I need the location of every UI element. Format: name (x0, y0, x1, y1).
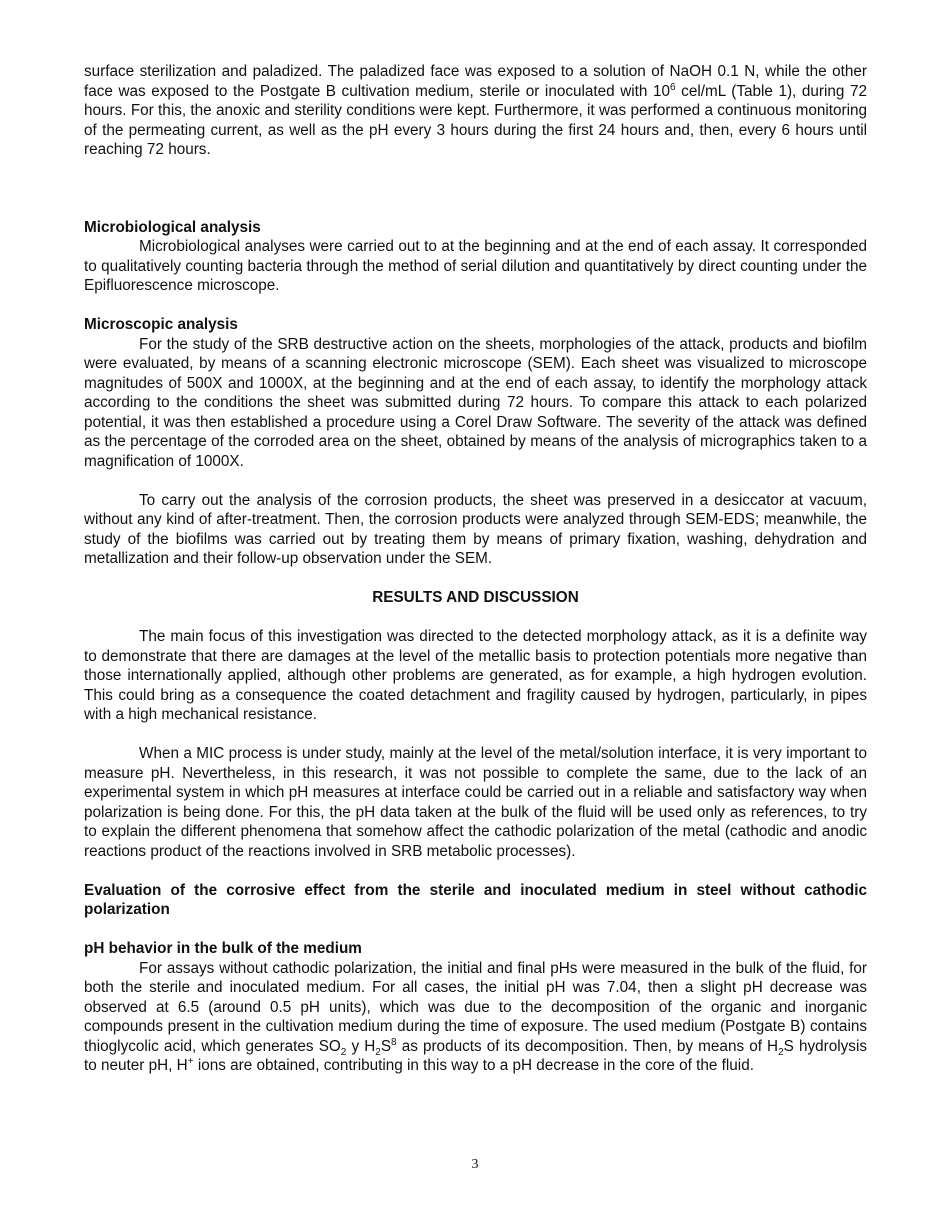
evaluation-heading: Evaluation of the corrosive effect from the sterile and inoculated medium in steel without cathodic polarization (84, 881, 867, 918)
superscript: 8 (391, 1036, 397, 1048)
text-run: ions are obtained, contributing in this way to a pH decrease in the core of the fluid. (193, 1057, 754, 1074)
text-run: S hydrolysis to neuter pH, H (84, 1037, 867, 1074)
ph-behavior-paragraph (84, 959, 867, 1076)
text-run: For assays without cathodic polarization, the initial and final pHs were measured in the bulk of the fluid, for both the sterile and inoculated medium. For all cases, the initial pH was 7.04, then a slight pH decrease was observed at 6.5 (around 0.5 pH units), which was due to the decomposition of the organic and inorganic compounds present in the cultivation medium during the time of exposure. The used medium (Postgate B) contains thioglycolic acid, which generates SO (84, 959, 867, 1055)
spacer (84, 608, 867, 628)
page-number: 3 (471, 1157, 479, 1172)
results-heading: RESULTS AND DISCUSSION (372, 589, 579, 606)
text-run: surface sterilization and paladized. The paladized face was exposed to a solution of NaOH 0.1 N, while the other face was exposed to the Postgate B cultivation medium, sterile or inoculated with 10 (84, 63, 867, 100)
microscopic-paragraph-1: For the study of the SRB destructive action on the sheets, morphologies of the attack, products and biofilm were evaluated, by means of a scanning electronic microscope (SEM). Each sheet was visualized to microscope magnitudes of 500X and 1000X, at the beginning and at the end of each assay, to identify the morphology attack according to the conditions the sheet was submitted during 72 hours. To compare this attack to each polarized potential, it was then established a procedure using a Corel Draw Software. The severity of the attack was defined as the percentage of the corroded area on the sheet, obtained by means of the analysis of micrographics taken to a magnification of 1000X. (84, 335, 867, 470)
text-run: y H (346, 1037, 376, 1055)
microbiological-paragraph: Microbiological analyses were carried out to at the beginning and at the end of each assay. It corresponded to qualitatively counting bacteria through the method of serial dilution and quantitatively by direct counting under the Epifluorescence microscope. (84, 238, 867, 294)
spacer (84, 160, 867, 218)
section-heading-microscopic: Microscopic analysis (84, 316, 238, 333)
microscopic-paragraph-2: To carry out the analysis of the corrosion products, the sheet was preserved in a desiccator at vacuum, without any kind of after-treatment. Then, the corrosion products were analyzed through SEM-EDS; meanwhile, the study of the biofilms was carried out by treating them by means of primary fixation, washing, dehydration and metallization and their follow-up observation under the SEM. (84, 491, 867, 567)
page-content (84, 62, 867, 1076)
spacer (84, 920, 867, 940)
subscript: 2 (778, 1046, 784, 1058)
spacer (84, 569, 867, 589)
intro-paragraph (84, 62, 867, 160)
subscript: 2 (375, 1046, 381, 1058)
spacer (84, 725, 867, 745)
results-paragraph-1: The main focus of this investigation was directed to the detected morphology attack, as it is a definite way to demonstrate that there are damages at the level of the metallic basis to protection potentials more negative than those internationally applied, although other problems are generated, as for example, a high hydrogen evolution. This could bring as a consequence the coated detachment and fragility caused by hydrogen, particularly, in pipes with a high mechanical resistance. (84, 628, 867, 723)
section-heading-microbiological: Microbiological analysis (84, 218, 261, 236)
text-run: S (380, 1037, 392, 1055)
subscript: 2 (340, 1046, 347, 1058)
spacer (84, 861, 867, 881)
spacer (84, 471, 867, 491)
superscript: + (187, 1055, 194, 1067)
text-run: as products of its decomposition. Then, by means of H (396, 1037, 779, 1055)
spacer (84, 296, 867, 316)
results-paragraph-2: When a MIC process is under study, mainly at the level of the metal/solution interface, it is very important to measure pH. Nevertheless, in this research, it was not possible to complete the same, due to the lack of an experimental system in which pH measures at interface could be carried out in a reliable and satisfactory way when polarization is being done. For this, the pH data taken at the bulk of the fluid will be used only as references, to try to explain the different phenomena that somehow affect the cathodic polarization of the metal (cathodic and anodic reactions product of the reactions involved in SRB metabolic processes). (84, 745, 867, 860)
text-run: cel/mL (Table 1), during 72 hours. For this, the anoxic and sterility conditions were kept. Furthermore, it was performed a continuous monitoring of the permeating current, as well as the pH every 3 hours during the first 24 hours and, then, every 6 hours until reaching 72 hours. (84, 82, 867, 158)
superscript: 6 (670, 81, 676, 93)
section-heading-ph-behavior: pH behavior in the bulk of the medium (84, 940, 362, 957)
